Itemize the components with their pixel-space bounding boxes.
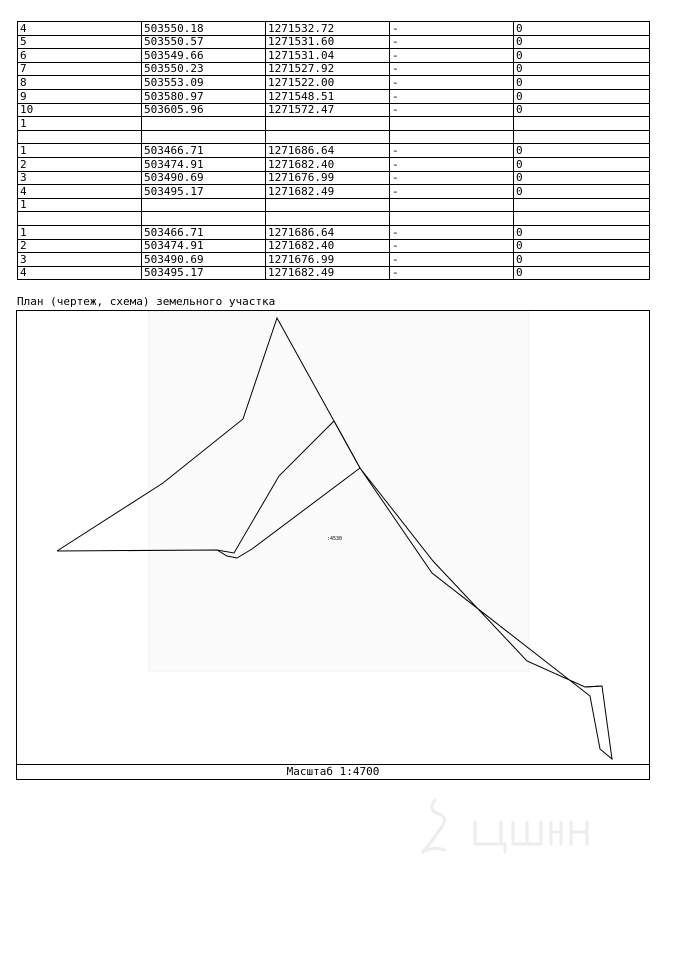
table-cell: 0	[514, 253, 650, 267]
table-cell: 1271682.49	[266, 185, 390, 199]
table-cell: 0	[514, 144, 650, 158]
table-cell: -	[390, 225, 514, 239]
table-cell: 1271682.40	[266, 157, 390, 171]
table-cell: 0	[514, 22, 650, 36]
table-cell	[514, 212, 650, 226]
table-cell: 1	[18, 225, 142, 239]
table-cell: 0	[514, 76, 650, 90]
parcel-center-label: :4530	[327, 536, 343, 542]
table-cell: 503495.17	[142, 185, 266, 199]
table-cell: -	[390, 22, 514, 36]
table-cell: 0	[514, 266, 650, 280]
table-cell: 1271686.64	[266, 225, 390, 239]
table-cell: 1	[18, 117, 142, 131]
table-cell: 2	[18, 239, 142, 253]
plan-frame	[16, 310, 650, 780]
table-cell: 3	[18, 253, 142, 267]
table-cell: 5	[18, 35, 142, 49]
table-cell: 0	[514, 157, 650, 171]
table-cell	[266, 212, 390, 226]
table-row	[18, 22, 650, 36]
table-cell	[390, 117, 514, 131]
table-cell: 0	[514, 239, 650, 253]
table-row	[18, 89, 650, 103]
table-cell: 503495.17	[142, 266, 266, 280]
table-cell	[142, 117, 266, 131]
table-cell: -	[390, 266, 514, 280]
table-cell: -	[390, 35, 514, 49]
table-cell: 10	[18, 103, 142, 117]
table-cell: 7	[18, 62, 142, 76]
table-cell	[266, 198, 390, 212]
table-cell: 1	[18, 198, 142, 212]
table-row	[18, 171, 650, 185]
scale-bar: Масштаб 1:4700	[17, 764, 649, 779]
table-row	[18, 253, 650, 267]
table-cell	[390, 212, 514, 226]
table-cell: 503580.97	[142, 89, 266, 103]
table-cell: 1271527.92	[266, 62, 390, 76]
table-row	[18, 76, 650, 90]
table-row	[18, 117, 650, 131]
table-cell: 503550.18	[142, 22, 266, 36]
table-cell	[514, 117, 650, 131]
table-cell: 0	[514, 89, 650, 103]
table-cell: 503605.96	[142, 103, 266, 117]
table-cell	[514, 130, 650, 144]
table-cell: 1271686.64	[266, 144, 390, 158]
table-cell	[142, 130, 266, 144]
table-row	[18, 103, 650, 117]
table-row	[18, 35, 650, 49]
table-cell: -	[390, 144, 514, 158]
table-cell: 8	[18, 76, 142, 90]
table-cell: -	[390, 239, 514, 253]
table-cell	[266, 130, 390, 144]
table-cell	[142, 198, 266, 212]
table-cell	[514, 198, 650, 212]
table-cell: 0	[514, 185, 650, 199]
table-cell: -	[390, 171, 514, 185]
table-cell: 1271532.72	[266, 22, 390, 36]
table-cell: 503549.66	[142, 49, 266, 63]
table-row	[18, 225, 650, 239]
table-row	[18, 144, 650, 158]
table-cell: 503466.71	[142, 225, 266, 239]
table-cell: 503466.71	[142, 144, 266, 158]
table-cell: 9	[18, 89, 142, 103]
table-cell: -	[390, 103, 514, 117]
table-row	[18, 198, 650, 212]
table-cell: 4	[18, 266, 142, 280]
table-cell: 1	[18, 144, 142, 158]
table-cell: 0	[514, 49, 650, 63]
table-cell: 1271676.99	[266, 171, 390, 185]
table-cell	[390, 130, 514, 144]
coordinates-table-body	[18, 22, 650, 280]
table-cell: 4	[18, 22, 142, 36]
plan-drawing	[17, 311, 649, 766]
table-cell: -	[390, 89, 514, 103]
table-cell: 1271548.51	[266, 89, 390, 103]
table-cell: 6	[18, 49, 142, 63]
table-cell	[18, 212, 142, 226]
table-cell: 1271531.04	[266, 49, 390, 63]
table-row	[18, 157, 650, 171]
table-cell: 1271682.49	[266, 266, 390, 280]
table-cell: -	[390, 253, 514, 267]
table-cell: 1271522.00	[266, 76, 390, 90]
table-cell: 503490.69	[142, 253, 266, 267]
table-cell: 3	[18, 171, 142, 185]
cian-watermark-logo	[405, 790, 605, 860]
table-cell: 1271682.40	[266, 239, 390, 253]
table-cell: 503550.57	[142, 35, 266, 49]
table-cell: 503474.91	[142, 239, 266, 253]
table-cell: 503550.23	[142, 62, 266, 76]
table-row	[18, 130, 650, 144]
table-cell: 2	[18, 157, 142, 171]
table-cell: 503553.09	[142, 76, 266, 90]
table-row	[18, 239, 650, 253]
table-row	[18, 185, 650, 199]
table-cell: -	[390, 49, 514, 63]
table-cell: 0	[514, 171, 650, 185]
table-cell: 0	[514, 225, 650, 239]
table-cell: 0	[514, 62, 650, 76]
table-cell	[266, 117, 390, 131]
table-cell: 4	[18, 185, 142, 199]
table-cell: 1271531.60	[266, 35, 390, 49]
table-cell: 0	[514, 103, 650, 117]
table-cell: 1271676.99	[266, 253, 390, 267]
table-cell: -	[390, 185, 514, 199]
table-row	[18, 212, 650, 226]
plan-caption: План (чертеж, схема) земельного участка	[17, 295, 276, 308]
table-cell: 1271572.47	[266, 103, 390, 117]
coordinates-table	[17, 21, 650, 280]
table-cell: 0	[514, 35, 650, 49]
table-cell: 503474.91	[142, 157, 266, 171]
plan-background-area	[149, 311, 529, 671]
table-cell: -	[390, 62, 514, 76]
table-cell	[390, 198, 514, 212]
table-cell: -	[390, 157, 514, 171]
table-row	[18, 49, 650, 63]
table-cell	[18, 130, 142, 144]
table-cell	[142, 212, 266, 226]
table-cell: -	[390, 76, 514, 90]
table-row	[18, 62, 650, 76]
table-row	[18, 266, 650, 280]
table-cell: 503490.69	[142, 171, 266, 185]
parcel-edge-south	[585, 686, 602, 687]
